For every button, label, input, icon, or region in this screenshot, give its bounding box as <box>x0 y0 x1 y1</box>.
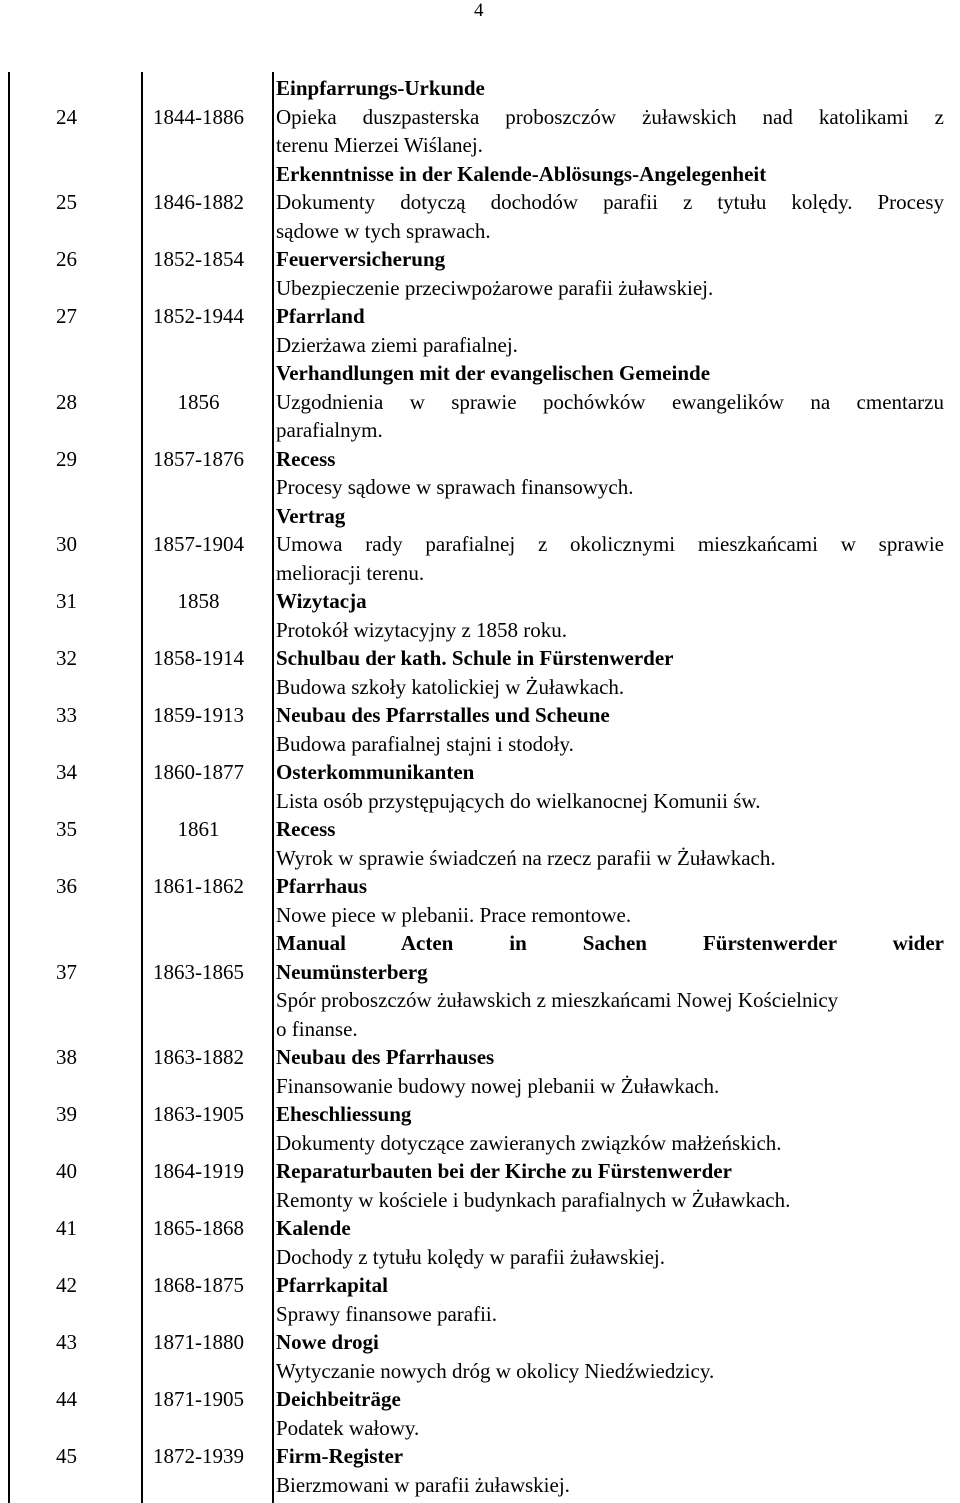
table-row <box>0 530 960 587</box>
german-title: Kalende <box>276 1216 351 1240</box>
german-title: Verhandlungen mit der evangelischen Gemeinde <box>276 361 711 385</box>
record-number: 38 <box>56 1045 77 1069</box>
table-row <box>0 1271 960 1328</box>
german-title: Wizytacja <box>276 589 367 613</box>
polish-description: Sprawy finansowe parafii. <box>276 1301 498 1326</box>
record-number: 33 <box>56 703 77 727</box>
record-number: 28 <box>56 389 77 414</box>
record-number: 39 <box>56 1102 77 1126</box>
archive-table <box>0 74 960 1499</box>
german-title: Pfarrland <box>276 304 365 328</box>
german-title: Manual Acten in Sachen Fürstenwerder wider <box>276 931 944 955</box>
polish-description: Umowa rady parafialnej z okolicznymi mieszkańcami w sprawie <box>276 532 944 556</box>
table-row <box>0 502 960 531</box>
table-row <box>0 103 960 160</box>
table-row <box>0 1328 960 1385</box>
record-date: 1863-1905 <box>153 1102 244 1126</box>
table-row <box>0 188 960 245</box>
table-row <box>0 587 960 644</box>
record-number: 25 <box>56 190 77 214</box>
polish-description: Nowe piece w plebanii. Prace remontowe. <box>276 902 632 927</box>
record-date: 1868-1875 <box>153 1273 244 1297</box>
table-row <box>0 815 960 872</box>
record-number: 40 <box>56 1159 77 1183</box>
polish-description: Podatek wałowy. <box>276 1415 420 1440</box>
table-row <box>0 1214 960 1271</box>
polish-description: Lista osób przystępujących do wielkanocnej Komunii św. <box>276 788 761 813</box>
page-number: 4 <box>474 0 484 21</box>
record-date: 1852-1854 <box>153 247 244 271</box>
polish-description-cont: melioracji terenu. <box>276 560 425 585</box>
polish-description: Opieka duszpasterska proboszczów żuławskich nad katolikami z <box>276 104 944 129</box>
polish-description-cont: o finanse. <box>276 1016 358 1041</box>
table-row <box>0 160 960 189</box>
german-title: Feuerversicherung <box>276 247 446 271</box>
record-number: 24 <box>56 104 77 129</box>
polish-description: Dzierżawa ziemi parafialnej. <box>276 332 518 357</box>
record-date: 1857-1876 <box>153 446 244 471</box>
record-date: 1863-1882 <box>153 1045 244 1069</box>
german-title-cont: Neumünsterberg <box>276 959 428 984</box>
german-title: Pfarrkapital <box>276 1273 388 1297</box>
record-number: 29 <box>56 446 77 471</box>
german-title: Firm-Register <box>276 1444 404 1468</box>
german-title: Vertrag <box>276 503 346 528</box>
record-date: 1864-1919 <box>153 1159 244 1183</box>
record-number: 43 <box>56 1330 77 1354</box>
german-title: Deichbeiträge <box>276 1387 401 1411</box>
record-number: 37 <box>56 959 77 984</box>
polish-description: Remonty w kościele i budynkach parafialnych w Żuławkach. <box>276 1187 791 1212</box>
polish-description: Dochody z tytułu kolędy w parafii żuławskiej. <box>276 1244 665 1269</box>
record-date: 1861-1862 <box>153 874 244 898</box>
record-number: 36 <box>56 874 77 898</box>
record-date: 1844-1886 <box>153 104 244 129</box>
record-number: 34 <box>56 760 77 784</box>
record-number: 32 <box>56 646 77 670</box>
polish-description-cont: parafialnym. <box>276 418 383 442</box>
record-date: 1872-1939 <box>153 1444 244 1468</box>
german-title: Neubau des Pfarrhauses <box>276 1045 495 1069</box>
polish-description: Finansowanie budowy nowej plebanii w Żuławkach. <box>276 1073 720 1098</box>
german-title: Reparaturbauten bei der Kirche zu Fürstenwerder <box>276 1159 732 1183</box>
german-title: Pfarrhaus <box>276 874 367 898</box>
polish-description-cont: terenu Mierzei Wiślanej. <box>276 133 483 157</box>
german-title: Eheschliessung <box>276 1102 412 1126</box>
record-date: 1858-1914 <box>153 646 244 670</box>
table-row <box>0 302 960 359</box>
polish-description: Dokumenty dotyczące zawieranych związków małżeńskich. <box>276 1130 782 1155</box>
record-number: 27 <box>56 304 77 328</box>
record-date: 1857-1904 <box>153 532 244 556</box>
record-date: 1865-1868 <box>153 1216 244 1240</box>
record-number: 35 <box>56 817 77 841</box>
record-number: 42 <box>56 1273 77 1297</box>
record-number: 41 <box>56 1216 77 1240</box>
german-title: Osterkommunikanten <box>276 760 475 784</box>
german-title: Schulbau der kath. Schule in Fürstenwerder <box>276 646 674 670</box>
german-title: Neubau des Pfarrstalles und Scheune <box>276 703 610 727</box>
record-date: 1859-1913 <box>153 703 244 727</box>
record-date: 1863-1865 <box>153 959 244 984</box>
german-title: Einpfarrungs-Urkunde <box>276 76 485 100</box>
record-date: 1856 <box>177 389 220 414</box>
table-row <box>0 758 960 815</box>
table-row <box>0 74 960 103</box>
record-date: 1846-1882 <box>153 190 244 214</box>
table-row <box>0 929 960 958</box>
polish-description: Budowa parafialnej stajni i stodoły. <box>276 731 574 756</box>
table-row <box>0 388 960 445</box>
record-number: 31 <box>56 589 77 613</box>
table-row <box>0 1442 960 1499</box>
table-row <box>0 1157 960 1214</box>
polish-description: Procesy sądowe w sprawach finansowych. <box>276 475 634 499</box>
record-date: 1852-1944 <box>153 304 244 328</box>
record-number: 45 <box>56 1444 77 1468</box>
table-row <box>0 1385 960 1442</box>
record-date: 1861 <box>177 817 220 841</box>
polish-description: Uzgodnienia w sprawie pochówków ewangelików na cmentarzu <box>276 389 944 414</box>
table-row <box>0 1043 960 1100</box>
table-row <box>0 644 960 701</box>
german-title: Erkenntnisse in der Kalende-Ablösungs-Angelegenheit <box>276 161 767 186</box>
table-row <box>0 872 960 929</box>
record-date: 1860-1877 <box>153 760 244 784</box>
polish-description: Budowa szkoły katolickiej w Żuławkach. <box>276 674 625 699</box>
german-title: Recess <box>276 446 336 471</box>
record-number: 44 <box>56 1387 77 1411</box>
german-title: Nowe drogi <box>276 1330 379 1354</box>
german-title: Recess <box>276 817 336 841</box>
polish-description: Spór proboszczów żuławskich z mieszkańcami Nowej Kościelnicy <box>276 988 839 1012</box>
polish-description: Wytyczanie nowych dróg w okolicy Niedźwiedzicy. <box>276 1358 715 1383</box>
table-row <box>0 359 960 388</box>
polish-description-cont: sądowe w tych sprawach. <box>276 218 491 243</box>
record-date: 1858 <box>177 589 220 613</box>
polish-description: Protokół wizytacyjny z 1858 roku. <box>276 617 568 642</box>
record-number: 26 <box>56 247 77 271</box>
record-number: 30 <box>56 532 77 556</box>
table-row <box>0 245 960 302</box>
polish-description: Ubezpieczenie przeciwpożarowe parafii żuławskiej. <box>276 275 714 300</box>
table-row <box>0 701 960 758</box>
table-row <box>0 958 960 1044</box>
polish-description: Wyrok w sprawie świadczeń na rzecz parafii w Żuławkach. <box>276 845 776 870</box>
record-date: 1871-1880 <box>153 1330 244 1354</box>
polish-description: Dokumenty dotyczą dochodów parafii z tytułu kolędy. Procesy <box>276 190 944 214</box>
polish-description: Bierzmowani w parafii żuławskiej. <box>276 1472 570 1497</box>
record-date: 1871-1905 <box>153 1387 244 1411</box>
table-row <box>0 445 960 502</box>
table-row <box>0 1100 960 1157</box>
